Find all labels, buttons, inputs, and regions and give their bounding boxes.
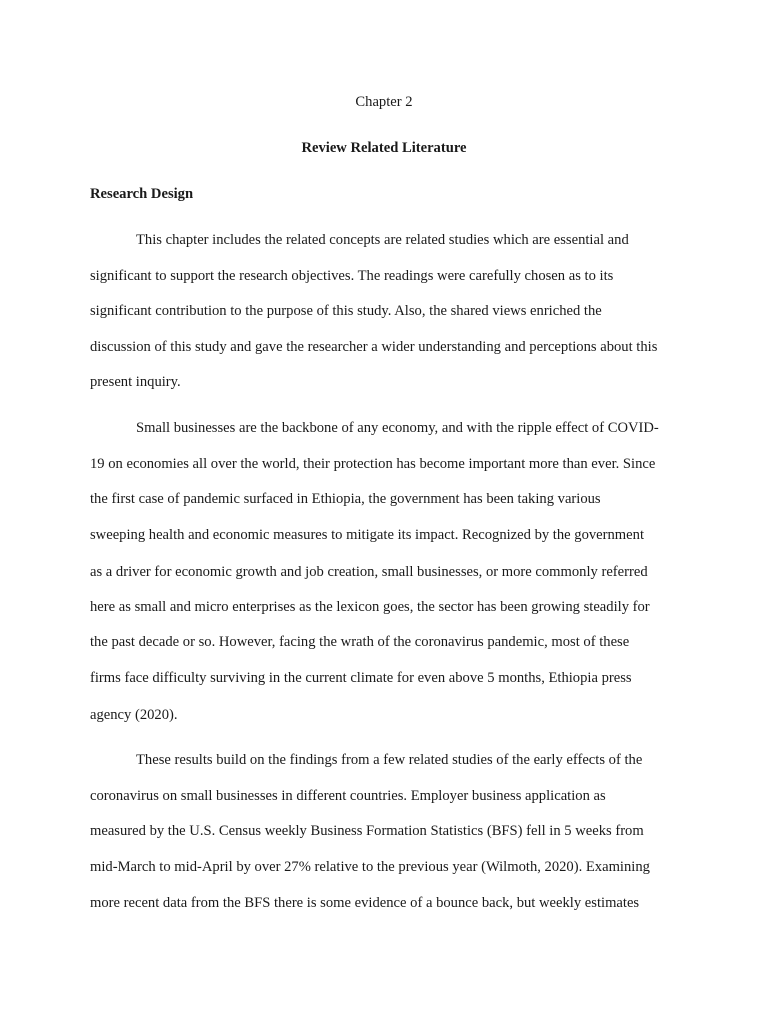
paragraph-line: measured by the U.S. Census weekly Business Formation Statistics (BFS) fell in 5 weeks from (90, 823, 644, 839)
paragraph-line: present inquiry. (90, 374, 181, 390)
paragraph-line: firms face difficulty surviving in the current climate for even above 5 months, Ethiopia press (90, 670, 632, 686)
paragraph-line: here as small and micro enterprises as the lexicon goes, the sector has been growing steadily for (90, 599, 650, 615)
paragraph-line: mid-March to mid-April by over 27% relative to the previous year (Wilmoth, 2020). Examining (90, 859, 650, 875)
paragraph-line: This chapter includes the related concepts are related studies which are essential and (136, 232, 629, 248)
paragraph-line: coronavirus on small businesses in different countries. Employer business application as (90, 788, 606, 804)
paragraph-line: discussion of this study and gave the researcher a wider understanding and perceptions about this (90, 339, 658, 355)
paragraph-line: sweeping health and economic measures to mitigate its impact. Recognized by the government (90, 527, 644, 543)
paragraph-line: as a driver for economic growth and job creation, small businesses, or more commonly referred (90, 564, 648, 580)
paragraph-line: These results build on the findings from a few related studies of the early effects of the (136, 752, 643, 768)
section-heading: Research Design (90, 186, 194, 202)
paragraph-line: agency (2020). (90, 707, 178, 723)
paragraph-line: 19 on economies all over the world, their protection has become important more than ever. Since (90, 456, 656, 472)
chapter-title: Review Related Literature (301, 140, 467, 156)
paragraph-line: the first case of pandemic surfaced in Ethiopia, the government has been taking various (90, 491, 601, 507)
paragraph-line: the past decade or so. However, facing the wrath of the coronavirus pandemic, most of these (90, 634, 630, 650)
paragraph-line: significant contribution to the purpose of this study. Also, the shared views enriched the (90, 303, 602, 319)
paragraph-line: more recent data from the BFS there is some evidence of a bounce back, but weekly estimates (90, 895, 640, 911)
paragraph-line: significant to support the research objectives. The readings were carefully chosen as to its (90, 268, 614, 284)
chapter-label: Chapter 2 (355, 94, 413, 110)
paragraph-line: Small businesses are the backbone of any economy, and with the ripple effect of COVID- (136, 420, 659, 436)
